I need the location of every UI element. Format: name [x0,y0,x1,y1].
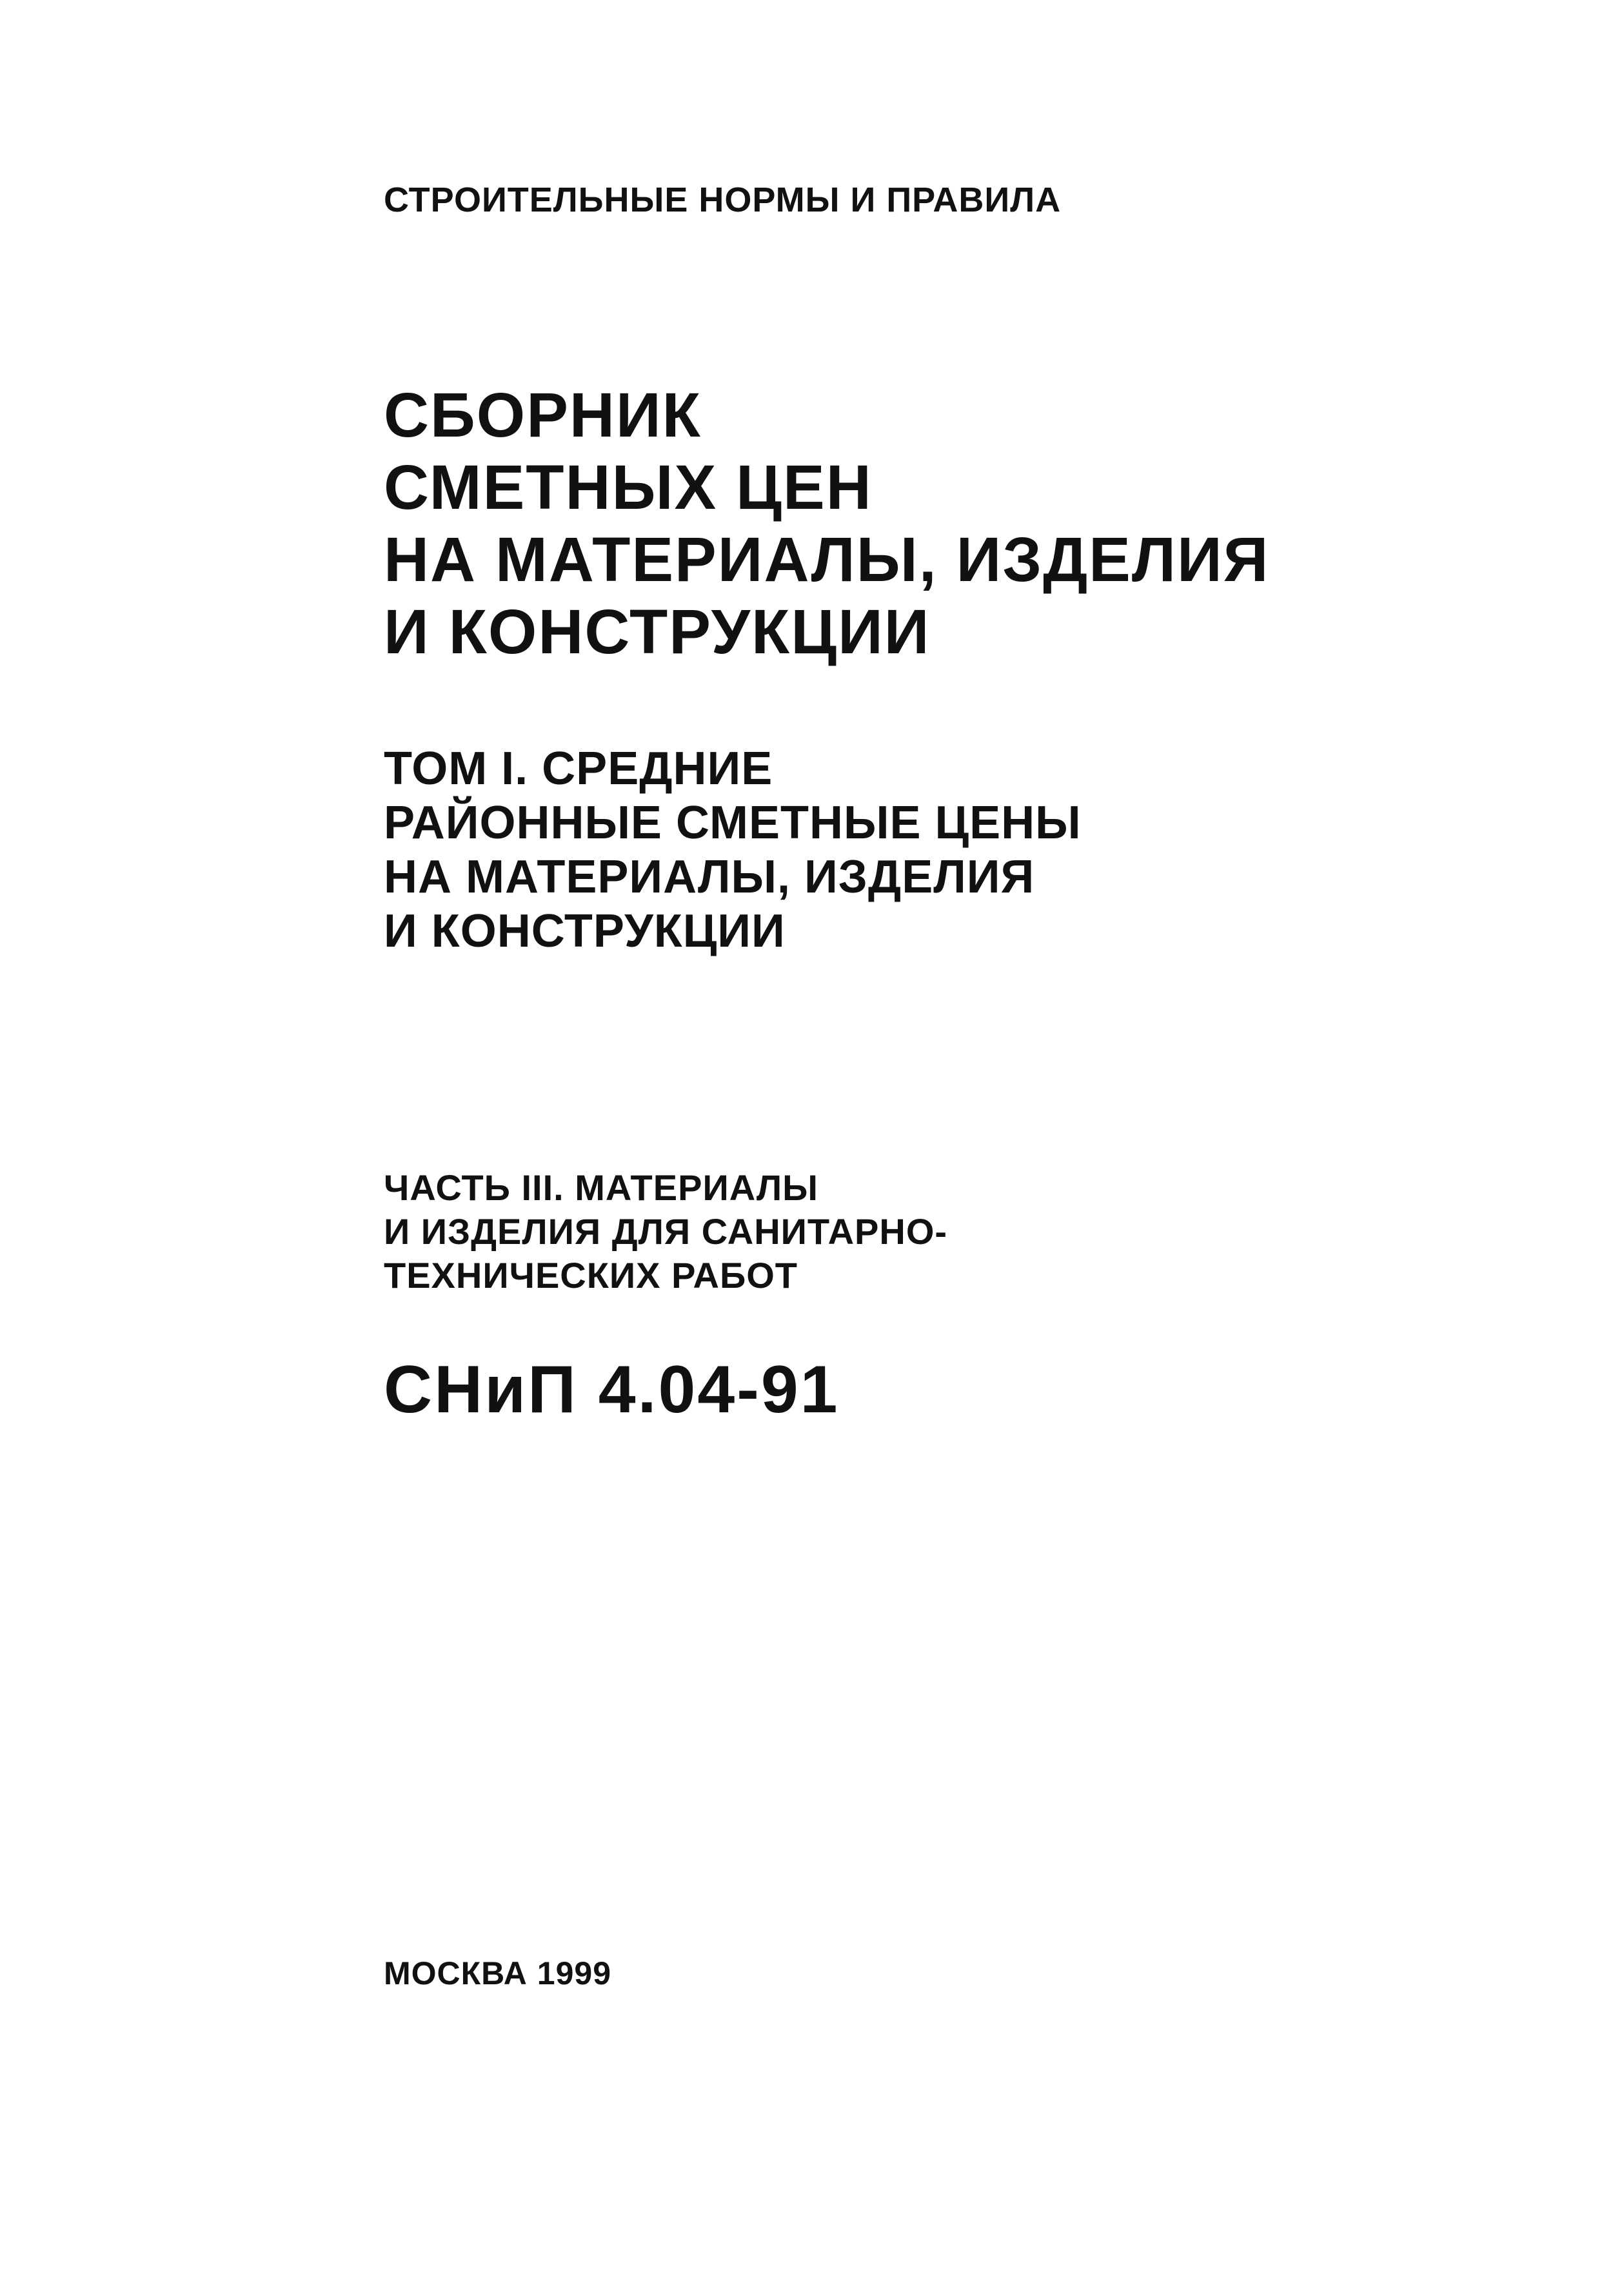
main-title-line: СМЕТНЫХ ЦЕН [384,452,873,522]
main-title [384,379,1269,668]
part-title-line: ТЕХНИЧЕСКИХ РАБОТ [384,1255,798,1296]
part-title-line: И ИЗДЕЛИЯ ДЛЯ САНИТАРНО- [384,1211,948,1252]
volume-title-line: И КОНСТРУКЦИИ [384,905,786,957]
volume-title-line: ТОМ I. СРЕДНИЕ [384,743,773,794]
main-title-line: НА МАТЕРИАЛЫ, ИЗДЕЛИЯ [384,524,1270,595]
part-title [384,1166,947,1297]
volume-title [384,742,1082,958]
main-title-line: И КОНСТРУКЦИИ [384,597,931,667]
volume-title-line: РАЙОННЫЕ СМЕТНЫЕ ЦЕНЫ [384,797,1082,849]
main-title-line: СБОРНИК [384,380,702,450]
publication-place-year: МОСКВА 1999 [384,1955,612,1991]
volume-title-line: НА МАТЕРИАЛЫ, ИЗДЕЛИЯ [384,851,1035,903]
standard-code: СНиП 4.04-91 [384,1352,840,1427]
part-title-line: ЧАСТЬ III. МАТЕРИАЛЫ [384,1167,818,1208]
document-series-header: СТРОИТЕЛЬНЫЕ НОРМЫ И ПРАВИЛА [384,181,1062,219]
